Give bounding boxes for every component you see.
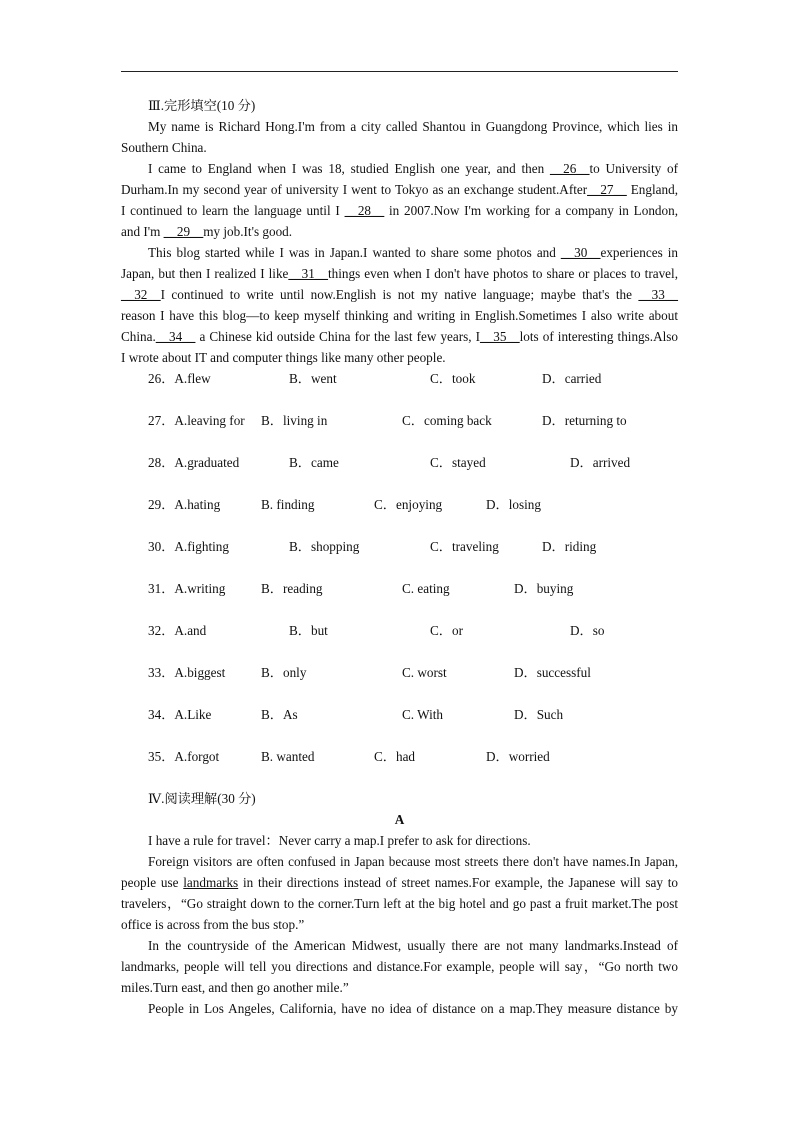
option-d[interactable]: D．losing: [486, 497, 541, 512]
text: England,: [626, 182, 678, 197]
passage-line1: I have a rule for travel：Never carry a map.I prefer to ask for directions.: [148, 833, 531, 848]
answer-options: [121, 368, 678, 767]
option-a[interactable]: 29．A.hating: [148, 497, 221, 512]
text: things even when I don't have photos to share or places to travel,: [327, 266, 678, 281]
passage-line6: In the countryside of the American Midwest, usually there are not many landmarks.Instead of: [148, 938, 678, 953]
passage-label: A: [394, 812, 405, 827]
option-a[interactable]: 30．A.fighting: [148, 539, 229, 554]
option-d[interactable]: D．returning to: [542, 413, 627, 428]
option-b[interactable]: B. finding: [261, 497, 315, 512]
section-heading-cloze: Ⅲ.完形填空(10 分): [148, 98, 256, 113]
underlined-word: landmarks: [183, 875, 239, 890]
text: Durham.In my second year of university I went to Tokyo as an exchange student.After: [121, 182, 588, 197]
option-c[interactable]: C. With: [402, 707, 443, 722]
passage-line2: Foreign visitors are often confused in Japan because most streets there don't have names.In Japan,: [148, 854, 678, 869]
option-a[interactable]: 31．A.writing: [148, 581, 226, 596]
option-row-29: [121, 494, 678, 515]
blank-33[interactable]: __33__: [638, 287, 678, 302]
para3-line3: [121, 284, 678, 305]
option-row-28: [121, 452, 678, 473]
para3-line5: [121, 326, 678, 347]
option-a[interactable]: 34．A.Like: [148, 707, 212, 722]
option-a[interactable]: 27．A.leaving for: [148, 413, 245, 428]
passage-line5: office is across from the bus stop.”: [121, 917, 305, 932]
option-b[interactable]: B．reading: [261, 581, 323, 596]
option-a[interactable]: 33．A.biggest: [148, 665, 226, 680]
blank-34[interactable]: __34__: [155, 329, 196, 344]
text: a Chinese kid outside China for the last few years, I: [195, 329, 481, 344]
blank-31[interactable]: __31__: [288, 266, 328, 281]
option-row-27: [121, 410, 678, 431]
option-row-33: [121, 662, 678, 683]
passage-line7: landmarks, people will tell you directions and distance.For example, people will say，“Go north two: [121, 959, 678, 974]
passage-line9: People in Los Angeles, California, have no idea of distance on a map.They measure distance by: [148, 1001, 678, 1016]
text: I continued to learn the language until I: [121, 203, 345, 218]
text: experiences in: [600, 245, 678, 260]
option-d[interactable]: D．worried: [486, 749, 550, 764]
blank-30[interactable]: __30__: [560, 245, 601, 260]
option-d[interactable]: D．buying: [514, 581, 574, 596]
text: I came to England when I was 18, studied English one year, and then: [148, 161, 550, 176]
option-row-34: [121, 704, 678, 725]
text: I continued to write until now.English is not my native language; maybe that's the: [160, 287, 639, 302]
blank-29[interactable]: __29__: [163, 224, 204, 239]
text: people use: [121, 875, 184, 890]
text: This blog started while I was in Japan.I wanted to share some photos and: [148, 245, 561, 260]
option-b[interactable]: B．came: [289, 455, 339, 470]
option-c[interactable]: C．or: [430, 623, 463, 638]
para2-line2: [121, 179, 678, 200]
option-row-31: [121, 578, 678, 599]
option-b[interactable]: B．As: [261, 707, 298, 722]
option-d[interactable]: D．so: [570, 623, 605, 638]
option-c[interactable]: C．coming back: [402, 413, 492, 428]
option-d[interactable]: D．arrived: [570, 455, 631, 470]
option-b[interactable]: B．only: [261, 665, 307, 680]
passage-line4: travelers，“Go straight down to the corner.Turn left at the big hotel and go past a fruit market.The post: [121, 896, 678, 911]
option-b[interactable]: B．went: [289, 371, 337, 386]
exam-page: [121, 95, 678, 1019]
option-a[interactable]: 35．A.forgot: [148, 749, 220, 764]
blank-26[interactable]: __26__: [549, 161, 590, 176]
option-d[interactable]: D．riding: [542, 539, 597, 554]
option-c[interactable]: C. worst: [402, 665, 447, 680]
para3-line6: I wrote about IT and computer things like many other people.: [121, 350, 446, 365]
text: in their directions instead of street names.For example, the Japanese will say to: [238, 875, 678, 890]
blank-35[interactable]: __35__: [480, 329, 520, 344]
para2-line1: [121, 158, 678, 179]
blank-32[interactable]: __32__: [121, 287, 161, 302]
text: to University of: [589, 161, 678, 176]
text: China.: [121, 329, 156, 344]
option-b[interactable]: B．shopping: [289, 539, 360, 554]
passage-line3: [121, 872, 678, 893]
option-b[interactable]: B. wanted: [261, 749, 315, 764]
option-b[interactable]: B．but: [289, 623, 328, 638]
para3-line4: reason I have this blog—to keep myself thinking and writing in English.Sometimes I also write about: [121, 308, 678, 323]
option-c[interactable]: C．stayed: [430, 455, 486, 470]
option-c[interactable]: C. eating: [402, 581, 450, 596]
blank-28[interactable]: __28__: [344, 203, 385, 218]
option-c[interactable]: C．enjoying: [374, 497, 443, 512]
option-c[interactable]: C．traveling: [430, 539, 499, 554]
passage-line8: miles.Turn east, and then go another mile.”: [121, 980, 349, 995]
option-a[interactable]: 28．A.graduated: [148, 455, 240, 470]
para2-line4: [121, 221, 678, 242]
option-row-35: [121, 746, 678, 767]
text: in 2007.Now I'm working for a company in London,: [384, 203, 678, 218]
text: Japan, but then I realized I like: [121, 266, 289, 281]
option-d[interactable]: D．successful: [514, 665, 591, 680]
top-rule: [121, 71, 678, 72]
option-row-26: [121, 368, 678, 389]
text: my job.It's good.: [203, 224, 293, 239]
option-row-30: [121, 536, 678, 557]
text: and I'm: [121, 224, 164, 239]
option-d[interactable]: D．carried: [542, 371, 602, 386]
option-b[interactable]: B．living in: [261, 413, 328, 428]
option-c[interactable]: C．took: [430, 371, 476, 386]
para2-line3: [121, 200, 678, 221]
option-a[interactable]: 32．A.and: [148, 623, 207, 638]
option-c[interactable]: C．had: [374, 749, 416, 764]
para3-line1: [121, 242, 678, 263]
para3-line2: [121, 263, 678, 284]
para1-line2: Southern China.: [121, 140, 207, 155]
option-a[interactable]: 26．A.flew: [148, 371, 211, 386]
option-row-32: [121, 620, 678, 641]
para1-line1: My name is Richard Hong.I'm from a city called Shantou in Guangdong Province, which lies in: [148, 119, 678, 134]
blank-27[interactable]: __27__: [587, 182, 627, 197]
option-d[interactable]: D．Such: [514, 707, 564, 722]
section-heading-reading: Ⅳ.阅读理解(30 分): [148, 791, 256, 806]
text: lots of interesting things.Also: [519, 329, 678, 344]
